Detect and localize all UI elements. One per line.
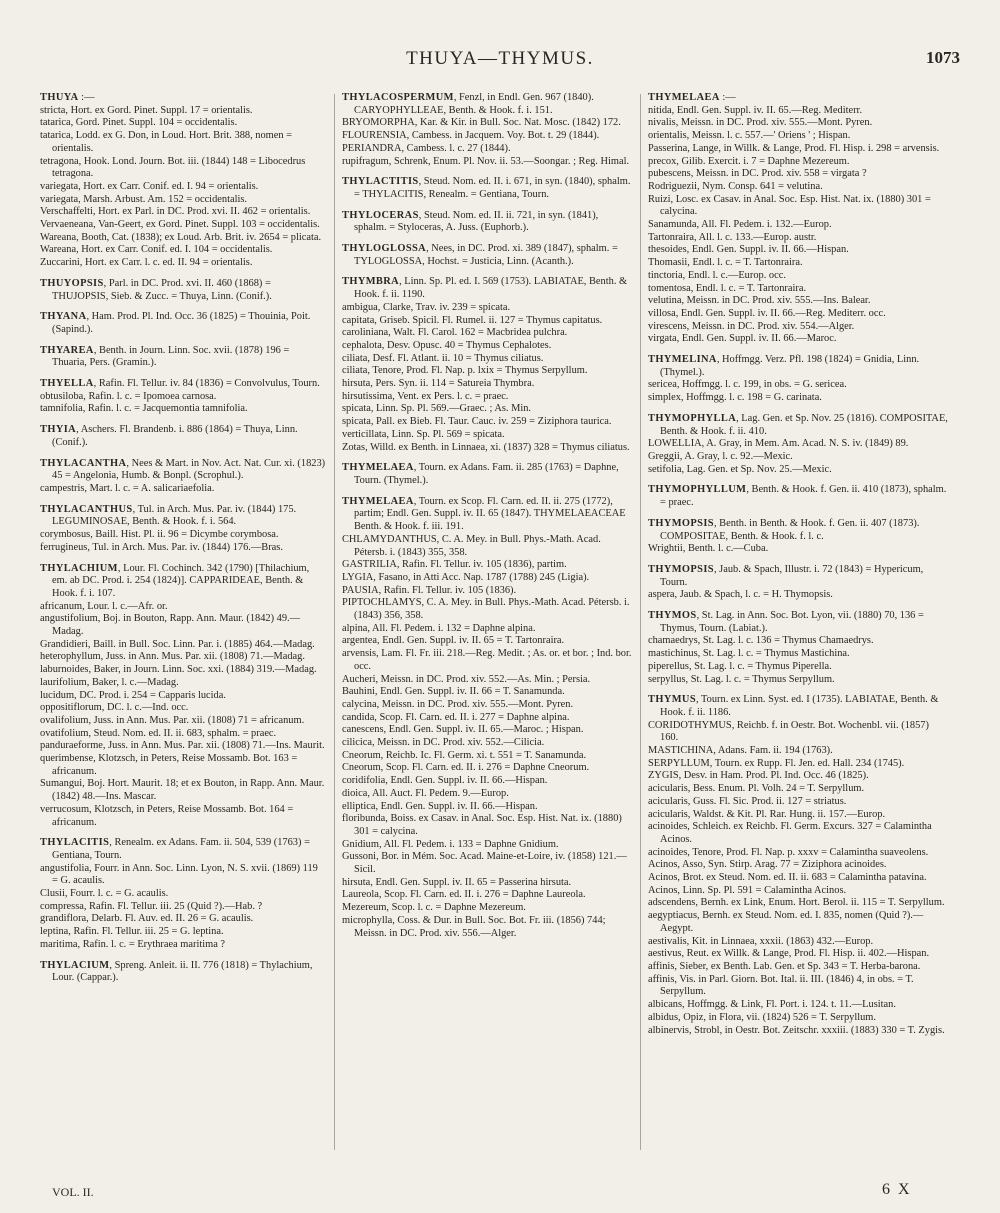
entry-subline: piperellus, St. Lag. l. c. = Thymus Piperella.	[648, 660, 832, 672]
entry-subline: hirsuta, Endl. Gen. Suppl. iv. II. 65 = Passerina hirsuta.	[342, 876, 572, 888]
entry-headline: THYANA, Ham. Prod. Pl. Ind. Occ. 36 (1825) = Thouinia, Poit. (Sapind.).	[40, 311, 311, 335]
entry-subline: LYGIA, Fasano, in Atti Acc. Nap. 1787 (1788) 245 (Ligia).	[342, 571, 590, 583]
entry-subline: candida, Scop. Fl. Carn. ed. II. i. 277 = Daphne alpina.	[342, 711, 570, 723]
entry-subline: Zotas, Willd. ex Benth. in Linnaea, xi. (1837) 328 = Thymus ciliatus.	[342, 441, 630, 453]
entry-subline: MASTICHINA, Adans. Fam. ii. 194 (1763).	[648, 745, 833, 757]
genus-name: THYMOPHYLLA	[648, 412, 737, 424]
entry-subline: CHLAMYDANTHUS, C. A. Mey. in Bull. Phys.-Math. Acad. Pétersb. i. (1843) 355, 358.	[342, 533, 601, 558]
dictionary-entry	[648, 354, 948, 405]
genus-name: THYLOGLOSSA	[342, 243, 427, 255]
entry-subline: spicata, Linn. Sp. Pl. 569.—Graec. ; As. Min.	[342, 403, 532, 415]
entry-headline: THYLACANTHUS, Tul. in Arch. Mus. Par. iv. (1844) 175. LEGUMINOSAE, Benth. & Hook. f. i. 564.	[40, 503, 297, 528]
entry-headline: THUYA :—	[40, 92, 95, 103]
entry-subline: Wareana, Hort. ex Carr. Conif. ed. I. 104 = occidentalis.	[40, 244, 273, 256]
genus-name: THYMOS	[648, 610, 697, 622]
signature-mark: 6 X	[882, 1181, 912, 1198]
entry-subline: tomentosa, Endl. l. c. = T. Tartonraira.	[648, 282, 807, 294]
entry-subline: angustifolium, Boj. in Bouton, Rapp. Ann. Maur. (1842) 49.—Madag.	[40, 613, 301, 638]
entry-subline: sericea, Hoffmgg. l. c. 199, in obs. = G. sericea.	[648, 379, 847, 391]
page-number: 1073	[926, 48, 960, 67]
entry-subline: virescens, Meissn. in DC. Prod. xiv. 554.—Alger.	[648, 320, 855, 332]
entry-subline: compressa, Rafin. Fl. Tellur. iii. 25 (Quid ?).—Hab. ?	[40, 900, 263, 912]
entry-subline: cilicica, Meissn. in DC. Prod. xiv. 552.—Cilicia.	[342, 737, 545, 749]
genus-name: THYMELAEA	[342, 462, 414, 474]
entry-subline: PAUSIA, Rafin. Fl. Tellur. iv. 105 (1836).	[342, 584, 517, 596]
entry-subline: obtusiloba, Rafin. l. c. = Ipomoea carnosa.	[40, 390, 217, 402]
entry-subline: Grandidieri, Baill. in Bull. Soc. Linn. Par. i. (1885) 464.—Madag.	[40, 638, 315, 650]
entry-subline: canescens, Endl. Gen. Suppl. iv. II. 65.—Maroc. ; Hispan.	[342, 724, 584, 736]
entry-headline: THYMOPHYLLA, Lag. Gen. et Sp. Nov. 25 (1816). COMPOSITAE, Benth. & Hook. f. ii. 410.	[648, 412, 948, 437]
entry-subline: SERPYLLUM, Tourn. ex Rupp. Fl. Jen. ed. Hall. 234 (1745).	[648, 757, 905, 769]
dictionary-entry	[40, 504, 326, 555]
entry-subline: Aucheri, Meissn. in DC. Prod. xiv. 552.—As. Min. ; Persia.	[342, 673, 591, 685]
entry-subline: acinoides, Tenore, Prod. Fl. Nap. p. xxxv = Calamintha suaveolens.	[648, 846, 929, 858]
dictionary-entry	[40, 424, 326, 449]
entry-subline: cephalota, Desv. Opusc. 40 = Thymus Cephalotes.	[342, 339, 552, 351]
entry-subline: microphylla, Coss. & Dur. in Bull. Soc. Bot. Fr. iii. (1856) 744; Meissn. in DC. Prod. xiv. 556.—Alger.	[342, 914, 606, 939]
entry-subline: Bauhini, Endl. Gen. Suppl. iv. II. 66 = T. Sanamunda.	[342, 686, 565, 698]
genus-name: THYMBRA	[342, 276, 400, 288]
entry-subline: virgata, Endl. Gen. Suppl. iv. II. 66.—Maroc.	[648, 333, 837, 345]
entry-subline: Verschaffelti, Hort. ex Parl. in DC. Prod. xvi. II. 462 = orientalis.	[40, 206, 311, 218]
entry-subline: orientalis, Meissn. l. c. 557.—' Oriens ' ; Hispan.	[648, 130, 851, 142]
entry-subline: heterophyllum, Juss. in Ann. Mus. Par. xii. (1808) 71.—Madag.	[40, 651, 305, 663]
entry-subline: chamaedrys, St. Lag. l. c. 136 = Thymus Chamaedrys.	[648, 635, 874, 647]
dictionary-entry	[648, 610, 948, 686]
entry-subline: dioica, All. Auct. Fl. Pedem. 9.—Europ.	[342, 787, 509, 799]
genus-name: THYLACITIS	[40, 837, 110, 849]
entry-subline: tatarica, Lodd. ex G. Don, in Loud. Hort. Brit. 388, nomen = orientalis.	[40, 130, 293, 154]
dictionary-entry	[342, 496, 632, 941]
entry-subline: argentea, Endl. Gen. Suppl. iv. II. 65 = T. Tartonraira.	[342, 635, 565, 647]
entry-headline: THYMBRA, Linn. Sp. Pl. ed. I. 569 (1753). LABIATAE, Benth. & Hook. f. ii. 1190.	[342, 276, 628, 301]
entry-subline: Acinos, Brot. ex Steud. Nom. ed. II. ii. 683 = Calamintha patavina.	[648, 872, 927, 884]
entry-headline: THYMELAEA, Tourn. ex Scop. Fl. Carn. ed. II. ii. 275 (1772), partim; Endl. Gen. Suppl. iv. II. 65 (1847). THYMELAEACEAE Benth. & Hook. f. iii. 191.	[342, 495, 626, 533]
entry-subline: aegyptiacus, Bernh. ex Steud. Nom. ed. I. 835, nomen (Quid ?).—Aegypt.	[648, 910, 924, 934]
entry-headline: THYLACHIUM, Lour. Fl. Cochinch. 342 (1790) [Thilachium, em. ab DC. Prod. i. 254 (1824)]. CAPPARIDEAE, Benth. & Hook. f. i. 107.	[40, 562, 310, 599]
entry-headline: THYMOS, St. Lag. in Ann. Soc. Bot. Lyon, vii. (1880) 70, 136 = Thymus, Tourn. (Labiat.).	[648, 610, 924, 634]
entry-subline: mastichinus, St. Lag. l. c. = Thymus Mastichina.	[648, 648, 850, 660]
entry-subline: setifolia, Lag. Gen. et Sp. Nov. 25.—Mexic.	[648, 463, 832, 475]
entry-subline: ovalifolium, Juss. in Ann. Mus. Par. xii. (1808) 71 = africanum.	[40, 714, 305, 726]
genus-name: THYLACANTHUS	[40, 503, 133, 515]
column-2	[342, 92, 632, 948]
dictionary-entry	[648, 484, 948, 509]
entry-subline: tinctoria, Endl. l. c.—Europ. occ.	[648, 269, 786, 281]
dictionary-entry	[648, 694, 948, 1037]
column-3	[648, 92, 948, 1045]
dictionary-entry	[648, 413, 948, 477]
dictionary-entry	[40, 378, 326, 416]
entry-subline: Rodriguezii, Nym. Consp. 641 = velutina.	[648, 180, 823, 192]
dictionary-entry	[342, 210, 632, 235]
entry-subline: panduraeforme, Juss. in Ann. Mus. Par. xii. (1808) 71.—Ins. Maurit.	[40, 740, 325, 752]
entry-subline: Cneorum, Reichb. Ic. Fl. Germ. xi. t. 551 = T. Sanamunda.	[342, 749, 587, 761]
entry-subline: Greggii, A. Gray, l. c. 92.—Mexic.	[648, 450, 793, 462]
entry-subline: laburnoides, Baker, in Journ. Linn. Soc. xxi. (1884) 319.—Madag.	[40, 664, 317, 676]
entry-subline: PERIANDRA, Cambess. l. c. 27 (1844).	[342, 142, 511, 154]
entry-subline: oppositiflorum, DC. l. c.—Ind. occ.	[40, 702, 189, 714]
entry-subline: Clusii, Fourr. l. c. = G. acaulis.	[40, 888, 169, 900]
entry-subline: lucidum, DC. Prod. i. 254 = Capparis lucida.	[40, 689, 226, 701]
entry-subline: Sanamunda, All. Fl. Pedem. i. 132.—Europ.	[648, 219, 832, 231]
entry-subline: campestris, Mart. l. c. = A. salicariaefolia.	[40, 482, 215, 494]
genus-name: THYMUS	[648, 694, 697, 706]
genus-name: THYMOPSIS	[648, 517, 714, 529]
dictionary-entry	[342, 243, 632, 268]
dictionary-entry	[40, 345, 326, 370]
column-rule	[334, 94, 335, 1150]
entry-subline: Acinos, Linn. Sp. Pl. 591 = Calamintha Acinos.	[648, 884, 847, 896]
entry-subline: Passerina, Lange, in Willk. & Lange, Prod. Fl. Hisp. i. 298 = arvensis.	[648, 142, 940, 154]
genus-name: THYMELAEA	[648, 92, 720, 103]
entry-subline: villosa, Endl. Gen. Suppl. iv. II. 66.—Reg. Mediterr. occ.	[648, 307, 886, 319]
entry-headline: THYMOPHYLLUM, Benth. & Hook. f. Gen. ii. 410 (1873), sphalm. = praec.	[648, 484, 947, 509]
entry-subline: Ruizi, Losc. ex Casav. in Anal. Soc. Esp. Hist. Nat. ix. (1880) 301 = calycina.	[648, 193, 931, 218]
entry-headline: THYMELINA, Hoffmgg. Verz. Pfl. 198 (1824) = Gnidia, Linn. (Thymel.).	[648, 354, 920, 378]
entry-subline: affinis, Sieber, ex Benth. Lab. Gen. et Sp. 343 = T. Herba-barona.	[648, 961, 921, 972]
entry-subline: hirsutissima, Vent. ex Pers. l. c. = praec.	[342, 390, 509, 402]
dictionary-entry	[40, 278, 326, 303]
entry-headline: THYMOPSIS, Benth. in Benth. & Hook. f. Gen. ii. 407 (1873). COMPOSITAE, Benth. & Hook. f. l. c.	[648, 517, 920, 542]
dictionary-entry	[648, 92, 948, 346]
entry-subline: floribunda, Boiss. ex Casav. in Anal. Soc. Esp. Hist. Nat. ix. (1880) 301 = calycina.	[342, 813, 622, 837]
entry-subline: Gussoni, Bor. in Mém. Soc. Acad. Maine-et-Loire, iv. (1858) 121.—Sicil.	[342, 851, 627, 876]
dictionary-entry	[40, 837, 326, 951]
entry-subline: Gnidium, All. Fl. Pedem. i. 133 = Daphne Gnidium.	[342, 838, 559, 850]
genus-name: THYELLA	[40, 378, 94, 390]
entry-subline: Zuccarini, Hort. ex Carr. l. c. ed. II. 94 = orientalis.	[40, 257, 253, 269]
entry-subline: coridifolia, Endl. Gen. Suppl. iv. II. 66.—Hispan.	[342, 775, 548, 787]
column-1	[40, 92, 326, 993]
entry-headline: THYLACTITIS, Steud. Nom. ed. II. i. 671, in syn. (1840), sphalm. = THYLACITIS, Renealm. = Gentiana, Tourn.	[342, 176, 631, 200]
entry-subline: serpyllus, St. Lag. l. c. = Thymus Serpyllum.	[648, 673, 835, 685]
dictionary-entry	[40, 92, 326, 270]
entry-headline: THYMOPSIS, Jaub. & Spach, Illustr. i. 72 (1843) = Hypericum, Tourn.	[648, 563, 924, 588]
entry-subline: acicularis, Bess. Enum. Pl. Volh. 24 = T. Serpyllum.	[648, 783, 865, 795]
entry-subline: alpina, All. Fl. Pedem. i. 132 = Daphne alpina.	[342, 622, 536, 634]
entry-subline: calycina, Meissn. in DC. Prod. xiv. 555.—Mont. Pyren.	[342, 698, 574, 710]
entry-headline: THYLACITIS, Renealm. ex Adans. Fam. ii. 504, 539 (1763) = Gentiana, Tourn.	[40, 837, 310, 861]
genus-name: THUYOPSIS	[40, 277, 104, 289]
dictionary-entry	[40, 960, 326, 985]
entry-subline: Acinos, Asso, Syn. Stirp. Arag. 77 = Ziziphora acinoides.	[648, 859, 887, 871]
entry-subline: Wrightii, Benth. l. c.—Cuba.	[648, 543, 769, 555]
genus-name: THYANA	[40, 311, 87, 323]
entry-subline: corymbosus, Baill. Hist. Pl. ii. 96 = Dicymbe corymbosa.	[40, 529, 279, 541]
entry-subline: ciliata, Tenore, Prod. Fl. Nap. p. lxix = Thymus Serpyllum.	[342, 365, 588, 377]
entry-headline: THYMELAEA, Tourn. ex Adans. Fam. ii. 285 (1763) = Daphne, Tourn. (Thymel.).	[342, 462, 619, 486]
entry-subline: arvensis, Lam. Fl. Fr. iii. 218.—Reg. Medit. ; As. or. et bor. ; Ind. bor. occ.	[342, 648, 632, 672]
entry-subline: acicularis, Guss. Fl. Sic. Prod. ii. 127 = striatus.	[648, 795, 847, 807]
entry-headline: THYELLA, Rafin. Fl. Tellur. iv. 84 (1836) = Convolvulus, Tourn.	[40, 378, 320, 390]
entry-subline: nitida, Endl. Gen. Suppl. iv. II. 65.—Reg. Mediterr.	[648, 104, 863, 116]
entry-subline: spicata, Pall. ex Bieb. Fl. Taur. Cauc. iv. 259 = Ziziphora taurica.	[342, 416, 612, 428]
genus-name: THYLACTITIS	[342, 176, 419, 188]
entry-headline: THYLACOSPERMUM, Fenzl, in Endl. Gen. 967 (1840). CARYOPHYLLEAE, Benth. & Hook. f. i. 151.	[342, 92, 594, 116]
entry-subline: variegata, Marsh. Arbust. Am. 152 = occidentalis.	[40, 193, 247, 205]
entry-subline: velutina, Meissn. in DC. Prod. xiv. 555.—Ins. Balear.	[648, 295, 871, 307]
entry-subline: Wareana, Booth, Cat. (1838); ex Loud. Arb. Brit. iv. 2654 = plicata.	[40, 231, 322, 243]
entry-subline: rupifragum, Schrenk, Enum. Pl. Nov. ii. 53.—Soongar. ; Reg. Himal.	[342, 155, 630, 167]
entry-subline: ovatifolium, Steud. Nom. ed. II. ii. 683, sphalm. = praec.	[40, 727, 277, 739]
entry-subline: verrucosum, Klotzsch, in Peters, Reise Mossamb. Bot. 164 = africanum.	[40, 803, 294, 828]
genus-name: THYLACHIUM	[40, 562, 118, 574]
entry-subline: caroliniana, Walt. Fl. Carol. 162 = Macbridea pulchra.	[342, 327, 568, 339]
entry-subline: affinis, Vis. in Parl. Giorn. Bot. Ital. ii. III. (1846) 4, in obs. = T. Serpyllum.	[648, 973, 914, 998]
entry-headline: THYLACANTHA, Nees & Mart. in Nov. Act. Nat. Cur. xi. (1823) 45 = Angelonia, Humb. & Bonpl. (Scrophul.).	[40, 457, 326, 482]
dictionary-entry	[40, 458, 326, 496]
entry-headline: THYMELAEA :—	[648, 92, 736, 103]
genus-name: THYMOPSIS	[648, 563, 714, 575]
dictionary-entry	[342, 92, 632, 168]
genus-name: THYMELINA	[648, 354, 717, 366]
entry-subline: elliptica, Endl. Gen. Suppl. iv. II. 66.—Hispan.	[342, 800, 538, 812]
entry-subline: Cneorum, Scop. Fl. Carn. ed. II. i. 276 = Daphne Cneorum.	[342, 762, 590, 774]
entry-subline: acicularis, Waldst. & Kit. Pl. Rar. Hung. ii. 157.—Europ.	[648, 808, 886, 820]
entry-subline: CORIDOTHYMUS, Reichb. f. in Oestr. Bot. Wochenbl. vii. (1857) 160.	[648, 719, 929, 744]
entry-headline: THYIA, Aschers. Fl. Brandenb. i. 886 (1864) = Thuya, Linn. (Conif.).	[40, 424, 298, 448]
genus-name: THYAREA	[40, 344, 94, 356]
entry-subline: ferrugineus, Tul. in Arch. Mus. Par. iv. (1844) 176.—Bras.	[40, 541, 283, 553]
entry-subline: ciliata, Desf. Fl. Atlant. ii. 10 = Thymus ciliatus.	[342, 352, 544, 364]
entry-subline: verticillata, Linn. Sp. Pl. 569 = spicata.	[342, 428, 505, 440]
entry-headline: THYLACIUM, Spreng. Anleit. ii. II. 776 (1818) = Thylachium, Lour. (Cappar.).	[40, 959, 313, 984]
page-title: THUYA—THYMUS.	[406, 48, 594, 69]
genus-name: THYLACIUM	[40, 959, 110, 971]
volume-label: VOL. II.	[52, 1185, 94, 1199]
entry-subline: maritima, Rafin. l. c. = Erythraea maritima ?	[40, 938, 226, 950]
dictionary-entry	[648, 564, 948, 602]
entry-subline: GASTRILIA, Rafin. Fl. Tellur. iv. 105 (1836), partim.	[342, 559, 567, 571]
entry-subline: thesoides, Endl. Gen. Suppl. iv. II. 66.—Hispan.	[648, 244, 849, 256]
genus-name: THYMELAEA	[342, 495, 414, 507]
entry-subline: aspera, Jaub. & Spach, l. c. = H. Thymopsis.	[648, 589, 833, 601]
entry-headline: THYMUS, Tourn. ex Linn. Syst. ed. I (1735). LABIATAE, Benth. & Hook. f. ii. 1186.	[648, 694, 939, 718]
entry-subline: grandiflora, Delarb. Fl. Auv. ed. II. 26 = G. acaulis.	[40, 913, 254, 925]
entry-subline: hirsuta, Pers. Syn. ii. 114 = Satureia Thymbra.	[342, 378, 535, 390]
genus-name: THYLACOSPERMUM	[342, 92, 454, 103]
entry-subline: precox, Gilib. Exercit. i. 7 = Daphne Mezereum.	[648, 155, 850, 167]
entry-subline: adscendens, Bernh. ex Link, Enum. Hort. Berol. ii. 115 = T. Serpyllum.	[648, 897, 945, 909]
entry-subline: pubescens, Meissn. in DC. Prod. xiv. 558 = virgata ?	[648, 168, 867, 180]
entry-subline: FLOURENSIA, Cambess. in Jacquem. Voy. Bot. t. 29 (1844).	[342, 130, 600, 142]
dictionary-entry	[40, 563, 326, 830]
entry-subline: LOWELLIA, A. Gray, in Mem. Am. Acad. N. S. iv. (1849) 89.	[648, 438, 909, 450]
genus-name: THYIA	[40, 424, 77, 436]
dictionary-entry	[342, 176, 632, 201]
entry-subline: albicans, Hoffmgg. & Link, Fl. Port. i. 124. t. 11.—Lusitan.	[648, 999, 896, 1011]
entry-subline: Thomasii, Endl. l. c. = T. Tartonraira.	[648, 257, 803, 269]
genus-name: THYLACANTHA	[40, 457, 127, 469]
entry-subline: ZYGIS, Desv. in Ham. Prod. Pl. Ind. Occ. 46 (1825).	[648, 770, 869, 782]
entry-subline: tamnifolia, Rafin. l. c. = Jacquemontia tamnifolia.	[40, 403, 248, 415]
column-rule	[640, 94, 641, 1150]
dictionary-entry	[40, 311, 326, 336]
entry-subline: Vervaeneana, Van-Geert, ex Gord. Pinet. Suppl. 103 = occidentalis.	[40, 219, 320, 231]
entry-subline: simplex, Hoffmgg. l. c. 198 = G. carinata.	[648, 392, 822, 404]
genus-name: THUYA	[40, 92, 79, 103]
entry-subline: angustifolia, Fourr. in Ann. Soc. Linn. Lyon, N. S. xvii. (1869) 119 = G. acaulis.	[40, 862, 318, 887]
entry-headline: THYAREA, Benth. in Journ. Linn. Soc. xvii. (1878) 196 = Thuaria, Pers. (Gramin.).	[40, 344, 290, 369]
entry-subline: acinoides, Schleich. ex Reichb. Fl. Germ. Excurs. 327 = Calamintha Acinos.	[648, 821, 932, 845]
entry-headline: THYLOGLOSSA, Nees, in DC. Prod. xi. 389 (1847), sphalm. = TYLOGLOSSA, Hochst. = Justicia, Linn. (Acanth.).	[342, 243, 618, 267]
dictionary-entry	[342, 462, 632, 487]
entry-subline: albinervis, Strobl, in Oestr. Bot. Zeitschr. xxxiii. (1883) 330 = T. Zygis.	[648, 1024, 945, 1036]
dictionary-entry	[342, 276, 632, 454]
dictionary-entry	[648, 518, 948, 556]
entry-subline: leptina, Rafin. Fl. Tellur. iii. 25 = G. leptina.	[40, 926, 224, 938]
entry-subline: tetragona, Hook. Lond. Journ. Bot. iii. (1844) 148 = Libocedrus tetragona.	[40, 155, 306, 180]
entry-subline: laurifolium, Baker, l. c.—Madag.	[40, 676, 179, 688]
entry-subline: Mezereum, Scop. l. c. = Daphne Mezereum.	[342, 902, 526, 914]
genus-name: THYMOPHYLLUM	[648, 484, 747, 496]
entry-subline: PIPTOCHLAMYS, C. A. Mey. in Bull. Phys.-Math. Acad. Pétersb. i. (1843) 356, 358.	[342, 597, 630, 622]
entry-subline: africanum, Lour. l. c.—Afr. or.	[40, 600, 168, 612]
entry-subline: querimbense, Klotzsch, in Peters, Reise Mossamb. Bot. 163 = africanum.	[40, 753, 298, 777]
running-header	[0, 46, 1000, 74]
entry-subline: Laureola, Scop. Fl. Carn. ed. II. i. 276 = Daphne Laureola.	[342, 889, 586, 901]
entry-subline: capitata, Griseb. Spicil. Fl. Rumel. ii. 127 = Thymus capitatus.	[342, 314, 603, 326]
entry-subline: ambigua, Clarke, Trav. iv. 239 = spicata.	[342, 301, 511, 313]
entry-subline: tatarica, Gord. Pinet. Suppl. 104 = occidentalis.	[40, 117, 238, 129]
entry-subline: aestivus, Reut. ex Willk. & Lange, Prod. Fl. Hisp. ii. 402.—Hispan.	[648, 948, 930, 960]
entry-subline: variegata, Hort. ex Carr. Conif. ed. I. 94 = orientalis.	[40, 180, 259, 192]
entry-subline: stricta, Hort. ex Gord. Pinet. Suppl. 17 = orientalis.	[40, 104, 253, 116]
entry-subline: nivalis, Meissn. in DC. Prod. xiv. 555.—Mont. Pyren.	[648, 117, 873, 129]
entry-headline: THYLOCERAS, Steud. Nom. ed. II. ii. 721, in syn. (1841), sphalm. = Styloceras, A. Juss. (Euphorb.).	[342, 209, 599, 234]
entry-subline: BRYOMORPHA, Kar. & Kir. in Bull. Soc. Nat. Mosc. (1842) 172.	[342, 117, 621, 129]
entry-headline: THUYOPSIS, Parl. in DC. Prod. xvi. II. 460 (1868) = THUJOPSIS, Sieb. & Zucc. = Thuya, Linn. (Conif.).	[40, 277, 272, 302]
genus-name: THYLOCERAS	[342, 209, 419, 221]
entry-subline: Tartonraira, All. l. c. 133.—Europ. austr.	[648, 231, 817, 243]
entry-subline: Sumangui, Boj. Hort. Maurit. 18; et ex Bouton, in Rapp. Ann. Maur. (1842) 48.—Ins. Mascar.	[40, 778, 325, 803]
entry-subline: albidus, Opiz, in Flora, vii. (1824) 526 = T. Serpyllum.	[648, 1011, 876, 1023]
entry-subline: aestivalis, Kit. in Linnaea, xxxii. (1863) 432.—Europ.	[648, 935, 874, 947]
